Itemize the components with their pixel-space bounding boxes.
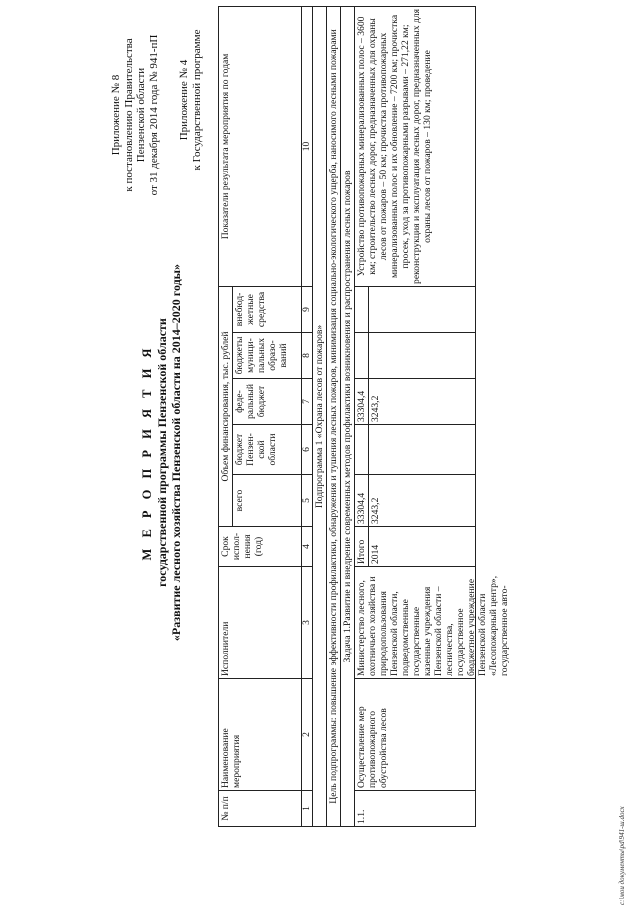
header-num: № п/п bbox=[219, 791, 302, 827]
column-number: 6 bbox=[302, 425, 313, 475]
file-path-footer: c:\мои документы\pd\941-ш.docx bbox=[618, 806, 626, 905]
row-federal: 33304,4 bbox=[355, 379, 369, 425]
header-federal: феде-ральный бюджет bbox=[233, 379, 302, 425]
column-number: 5 bbox=[302, 475, 313, 527]
subprogram-goal: Цель подпрограммы: повышение эффективности профилактики, обнаружения и тушения лесных пожаров, минимизация социально-экологического ущерба, наносимого лесными пожарами bbox=[327, 6, 341, 826]
row-total: 33304,4 bbox=[355, 475, 369, 527]
row-total: 3243,2 bbox=[369, 475, 476, 527]
header-offbudget: внебюд-жетные средства bbox=[233, 286, 302, 332]
column-number: 3 bbox=[302, 567, 313, 679]
row-federal: 3243,2 bbox=[369, 379, 476, 425]
header-executors: Исполнители bbox=[219, 567, 302, 679]
column-number: 8 bbox=[302, 333, 313, 379]
row-indicator bbox=[355, 6, 476, 286]
row-offbudget bbox=[369, 286, 476, 332]
appendix-8-line: Приложение № 8 bbox=[110, 74, 122, 156]
measures-table bbox=[218, 6, 510, 827]
row-num: 1.1. bbox=[355, 791, 476, 827]
row-regional bbox=[369, 425, 476, 475]
row-name: Осуществление мер противопожарного обустройства лесов bbox=[355, 679, 476, 791]
header-name: Наименование мероприятия bbox=[219, 679, 302, 791]
row-indicator-text: Устройство противопожарных минерализованных полос – 3600 км; строительство лесных дорог, предназначенных для охраны лесов от пожаров – 50 км; прочистка противопожарных минерализованных полос и их обновление – 7200 км; прочистка просек, уход за противопожарными разрывами – 271,22 км; реконструкция и эксплуатация лесных дорог, предназначенных для охраны лесов от пожаров – 130 км; проведение bbox=[356, 8, 433, 284]
column-number: 10 bbox=[302, 6, 313, 286]
row-term: Итого bbox=[355, 527, 369, 567]
title-line-3: «Развитие лесного хозяйства Пензенской области на 2014–2020 годы» bbox=[169, 263, 183, 642]
column-number: 7 bbox=[302, 379, 313, 425]
task-title: Задача 1.Развитие и внедрение современных методов профилактики возникновения и распространения лесных пожаров bbox=[341, 6, 355, 826]
header-indicators: Показатели результата мероприятия по годам bbox=[219, 6, 302, 286]
row-executors bbox=[355, 567, 510, 679]
row-offbudget bbox=[355, 286, 369, 332]
column-number: 1 bbox=[302, 791, 313, 827]
header-financing: Объем финансирования, тыс. рублей bbox=[219, 286, 233, 526]
appendix-8-line: Пензенской области bbox=[135, 67, 147, 163]
row-municipal bbox=[369, 333, 476, 379]
subprogram-title: Подпрограмма 1 «Охрана лесов от пожаров» bbox=[313, 6, 327, 826]
header-total: всего bbox=[233, 475, 302, 527]
column-number: 2 bbox=[302, 679, 313, 791]
row-municipal bbox=[355, 333, 369, 379]
subprogram-row bbox=[313, 6, 327, 826]
column-number: 9 bbox=[302, 286, 313, 332]
table-row bbox=[355, 6, 369, 826]
column-number: 4 bbox=[302, 527, 313, 567]
appendix-8-line: к постановлению Правительства bbox=[122, 38, 135, 192]
header-municipal: бюджеты муници-пальных образо-ваний bbox=[233, 333, 302, 379]
appendix-4-line: к Государственной программе bbox=[190, 29, 203, 171]
row-regional bbox=[355, 425, 369, 475]
header-term: Срок испол-нения (год) bbox=[219, 527, 302, 567]
header-row bbox=[219, 6, 233, 826]
column-numbers-row bbox=[302, 6, 313, 826]
row-term: 2014 bbox=[369, 527, 476, 567]
task-row bbox=[341, 6, 355, 826]
appendix-8-line: от 31 декабря 2014 года № 941-пП bbox=[147, 34, 160, 196]
title-line-1: М Е Р О П Р И Я Т И Я bbox=[140, 344, 154, 561]
appendix-4-line: Приложение № 4 bbox=[178, 59, 190, 141]
header-regional: бюджет Пензен-ской области bbox=[233, 425, 302, 475]
goal-row bbox=[327, 6, 341, 826]
row-executors-text: Министерство лесного, охотничьего хозяйства и природопользования Пензенской области, подведомственные государственные казенные учреждения Пензенской области – лесничества, государственное бюджетное учреждение Пензенской области «Лесопожарный центр», государственное авто- bbox=[356, 575, 510, 676]
title-line-2: государственной программы Пензенской области bbox=[155, 318, 169, 587]
document-title bbox=[140, 0, 183, 905]
